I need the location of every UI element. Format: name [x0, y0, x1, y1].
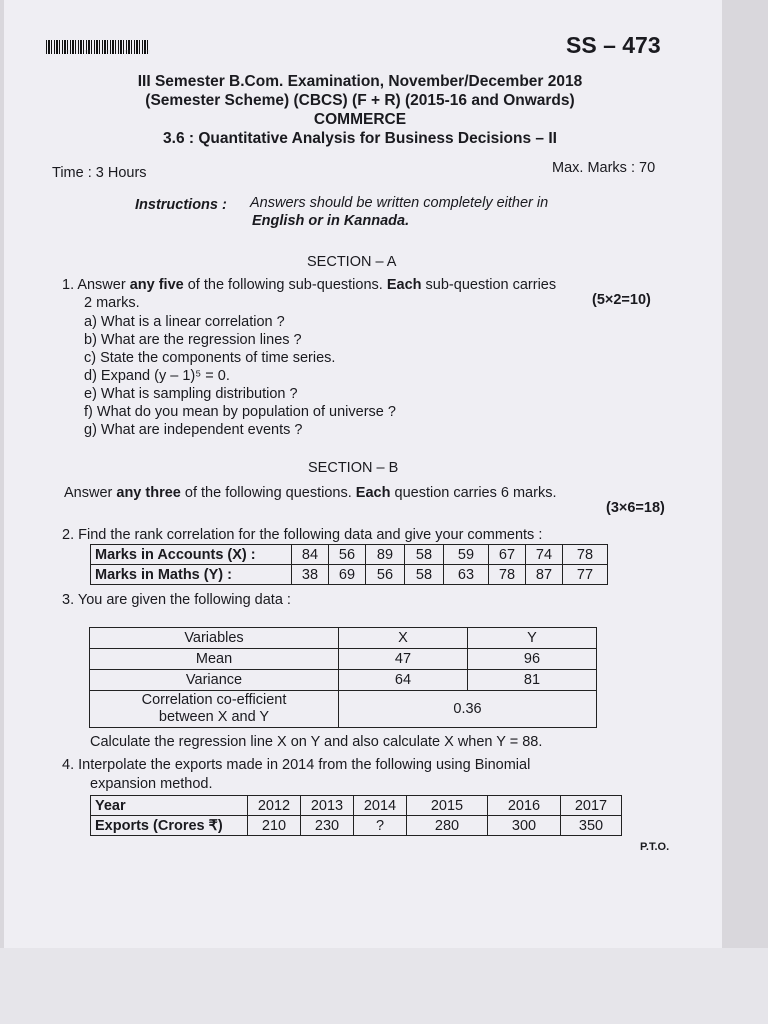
q4-line1: 4. Interpolate the exports made in 2014 from the following using Binomial	[62, 757, 531, 773]
barcode	[46, 40, 148, 54]
table-cell: 350	[561, 816, 622, 836]
exam-scheme: (Semester Scheme) (CBCS) (F + R) (2015-16 and Onwards)	[145, 92, 575, 109]
table-row	[90, 628, 597, 649]
section-b-marks: (3×6=18)	[606, 500, 665, 516]
table-cell: 230	[301, 816, 354, 836]
q1-item: g) What are independent events ?	[84, 422, 303, 438]
header-cell: Variables	[90, 628, 339, 649]
table-cell: 64	[339, 670, 468, 691]
table-cell: 78	[489, 565, 526, 585]
paper-title: 3.6 : Quantitative Analysis for Business Decisions – II	[163, 130, 557, 147]
exam-title: III Semester B.Com. Examination, November/December 2018	[137, 73, 583, 90]
q1-line2: 2 marks.	[84, 295, 140, 311]
exports-table	[90, 795, 622, 836]
table-cell: Correlation co-efficient between X and Y	[90, 691, 339, 728]
q2-text: 2. Find the rank correlation for the following data and give your comments :	[62, 527, 543, 543]
table-cell: 77	[563, 565, 608, 585]
q1-marks: (5×2=10)	[592, 292, 651, 308]
table-row	[90, 649, 597, 670]
table-cell: 87	[526, 565, 563, 585]
row-label: Year	[91, 796, 248, 816]
table-cell: 58	[405, 565, 444, 585]
table-cell: 2014	[354, 796, 407, 816]
header-cell: X	[339, 628, 468, 649]
paper-code: SS – 473	[566, 32, 661, 58]
instructions-line2: English or in Kannada.	[252, 213, 410, 229]
row-label: Marks in Maths (Y) :	[91, 565, 292, 585]
table-cell: 81	[468, 670, 597, 691]
table-cell: 58	[405, 545, 444, 565]
table-cell: 56	[329, 545, 366, 565]
table-cell: 280	[407, 816, 488, 836]
header-cell: Y	[468, 628, 597, 649]
table-row	[91, 545, 608, 565]
q4-line2: expansion method.	[90, 776, 213, 792]
table-cell: 2013	[301, 796, 354, 816]
table-cell: 96	[468, 649, 597, 670]
instructions-label: Instructions :	[135, 197, 227, 213]
regression-table	[89, 627, 597, 728]
table-cell: 2015	[407, 796, 488, 816]
table-cell: 2016	[488, 796, 561, 816]
table-cell: 210	[248, 816, 301, 836]
q1-item: e) What is sampling distribution ?	[84, 386, 298, 402]
table-row	[91, 816, 622, 836]
table-cell: 74	[526, 545, 563, 565]
max-marks: Max. Marks : 70	[552, 160, 656, 176]
q1-instruction: 1. Answer any five of the following sub-questions. Each sub-question carries	[62, 277, 557, 293]
section-b-instruction: Answer any three of the following questions. Each question carries 6 marks.	[64, 485, 557, 501]
q1-item: d) Expand (y – 1)⁵ = 0.	[84, 368, 230, 384]
table-cell: ?	[354, 816, 407, 836]
table-row	[91, 796, 622, 816]
table-row	[90, 691, 597, 728]
q1-item: c) State the components of time series.	[84, 350, 336, 366]
q3-after: Calculate the regression line X on Y and also calculate X when Y = 88.	[90, 734, 543, 750]
table-cell: 59	[444, 545, 489, 565]
table-cell: 2012	[248, 796, 301, 816]
table-cell: 69	[329, 565, 366, 585]
subject: COMMERCE	[313, 111, 407, 128]
table-cell: Variance	[90, 670, 339, 691]
table-cell: 2017	[561, 796, 622, 816]
q1-item: f) What do you mean by population of universe ?	[84, 404, 396, 420]
table-cell: 78	[563, 545, 608, 565]
table-row	[91, 565, 608, 585]
bottom-strip	[0, 948, 768, 1024]
pto: P.T.O.	[640, 841, 670, 853]
table-cell: 67	[489, 545, 526, 565]
table-cell: 0.36	[339, 691, 597, 728]
row-label: Marks in Accounts (X) :	[91, 545, 292, 565]
table-cell: 63	[444, 565, 489, 585]
time: Time : 3 Hours	[52, 165, 147, 181]
q3-text: 3. You are given the following data :	[62, 592, 291, 608]
table-cell: 300	[488, 816, 561, 836]
section-a-title: SECTION – A	[307, 254, 397, 270]
rank-table	[90, 544, 608, 585]
q1-item: a) What is a linear correlation ?	[84, 314, 285, 330]
table-row	[90, 670, 597, 691]
table-cell: 38	[292, 565, 329, 585]
row-label: Exports (Crores ₹)	[91, 816, 248, 836]
table-cell: 47	[339, 649, 468, 670]
table-cell: 84	[292, 545, 329, 565]
q1-item: b) What are the regression lines ?	[84, 332, 302, 348]
section-b-title: SECTION – B	[308, 460, 399, 476]
table-cell: 89	[366, 545, 405, 565]
table-cell: Mean	[90, 649, 339, 670]
table-cell: 56	[366, 565, 405, 585]
instructions-line1: Answers should be written completely either in	[250, 195, 549, 211]
